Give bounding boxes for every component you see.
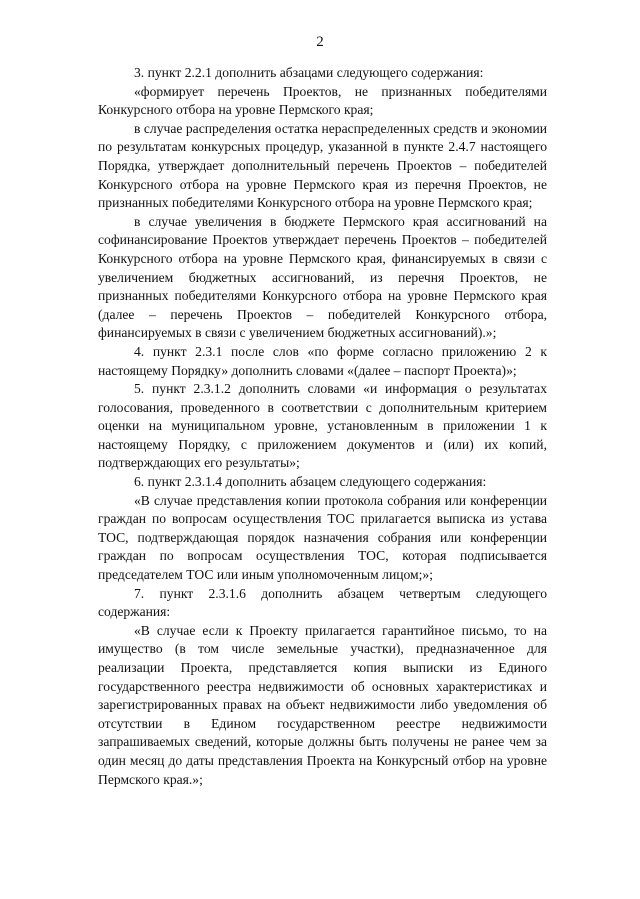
paragraph-quote-form-list: «формирует перечень Проектов, не признанных победителями Конкурсного отбора на уровне Пермского края;: [98, 83, 547, 118]
paragraph-item-6: 6. пункт 2.3.1.4 дополнить абзацем следующего содержания:: [134, 474, 487, 490]
paragraph-budget-increase: в случае увеличения в бюджете Пермского края ассигнований на софинансирование Проектов утверждает перечень Проектов – победителей Конкурсного отбора на уровне Пермского края, финансируемых в связи с увеличением бюджетных ассигнований, из перечня Проектов, не признанных победителями Конкурсного отбора на уровне Пермского края (далее – перечень Проектов – победителей Конкурсного отбора, финансируемых в связи с увеличением бюджетных ассигнований).»;: [98, 213, 547, 341]
paragraph-tos-protocol: «В случае представления копии протокола собрания или конференции граждан по вопросам осуществления ТОС прилагается выписка из устава ТОС, подтверждающая порядок назначения собрания или конференции граждан по вопросам осуществления ТОС, которая подписывается председателем ТОС или иным уполномоченным лицом;»;: [98, 492, 547, 583]
paragraph-item-5: 5. пункт 2.3.1.2 дополнить словами «и информация о результатах голосования, проведенного в соответствии с дополнительным критерием оценки на муниципальном уровне, установленным в приложении 1 к настоящему Порядку, с приложением документов и (или) их копий, подтверждающих его результаты»;: [98, 381, 547, 471]
paragraph-guarantee-letter: «В случае если к Проекту прилагается гарантийное письмо, то на имущество (в том числе земельные участки), предназначенное для реализации Проекта, представляется копия выписки из Единого государственного реестра недвижимости об основных характеристиках и зарегистрированных правах на объект недвижимости либо уведомления об отсутствии в Едином государственном реестре недвижимости запрашиваемых сведений, которые должны быть получены не ранее чем за один месяц до даты представления Проекта на Конкурсный отбор на уровне Пермского края.»;: [98, 622, 547, 787]
paragraph-item-4: 4. пункт 2.3.1 после слов «по форме согласно приложению 2 к настоящему Порядку» дополнить словами «(далее – паспорт Проекта)»;: [98, 343, 547, 378]
page-number: 2: [316, 34, 324, 50]
paragraph-item-3: 3. пункт 2.2.1 дополнить абзацами следующего содержания:: [134, 65, 484, 80]
document-body: [98, 64, 547, 789]
paragraph-remainder-distribution: в случае распределения остатка нераспределенных средств и экономии по результатам конкурсных процедур, указанной в пункте 2.4.7 настоящего Порядка, утверждает дополнительный перечень Проектов – победителей Конкурсного отбора на уровне Пермского края из перечня Проектов, не признанных победителями Конкурсного отбора на уровне Пермского края;: [98, 120, 547, 211]
paragraph-item-7: 7. пункт 2.3.1.6 дополнить абзацем четвертым следующего содержания:: [98, 585, 547, 620]
